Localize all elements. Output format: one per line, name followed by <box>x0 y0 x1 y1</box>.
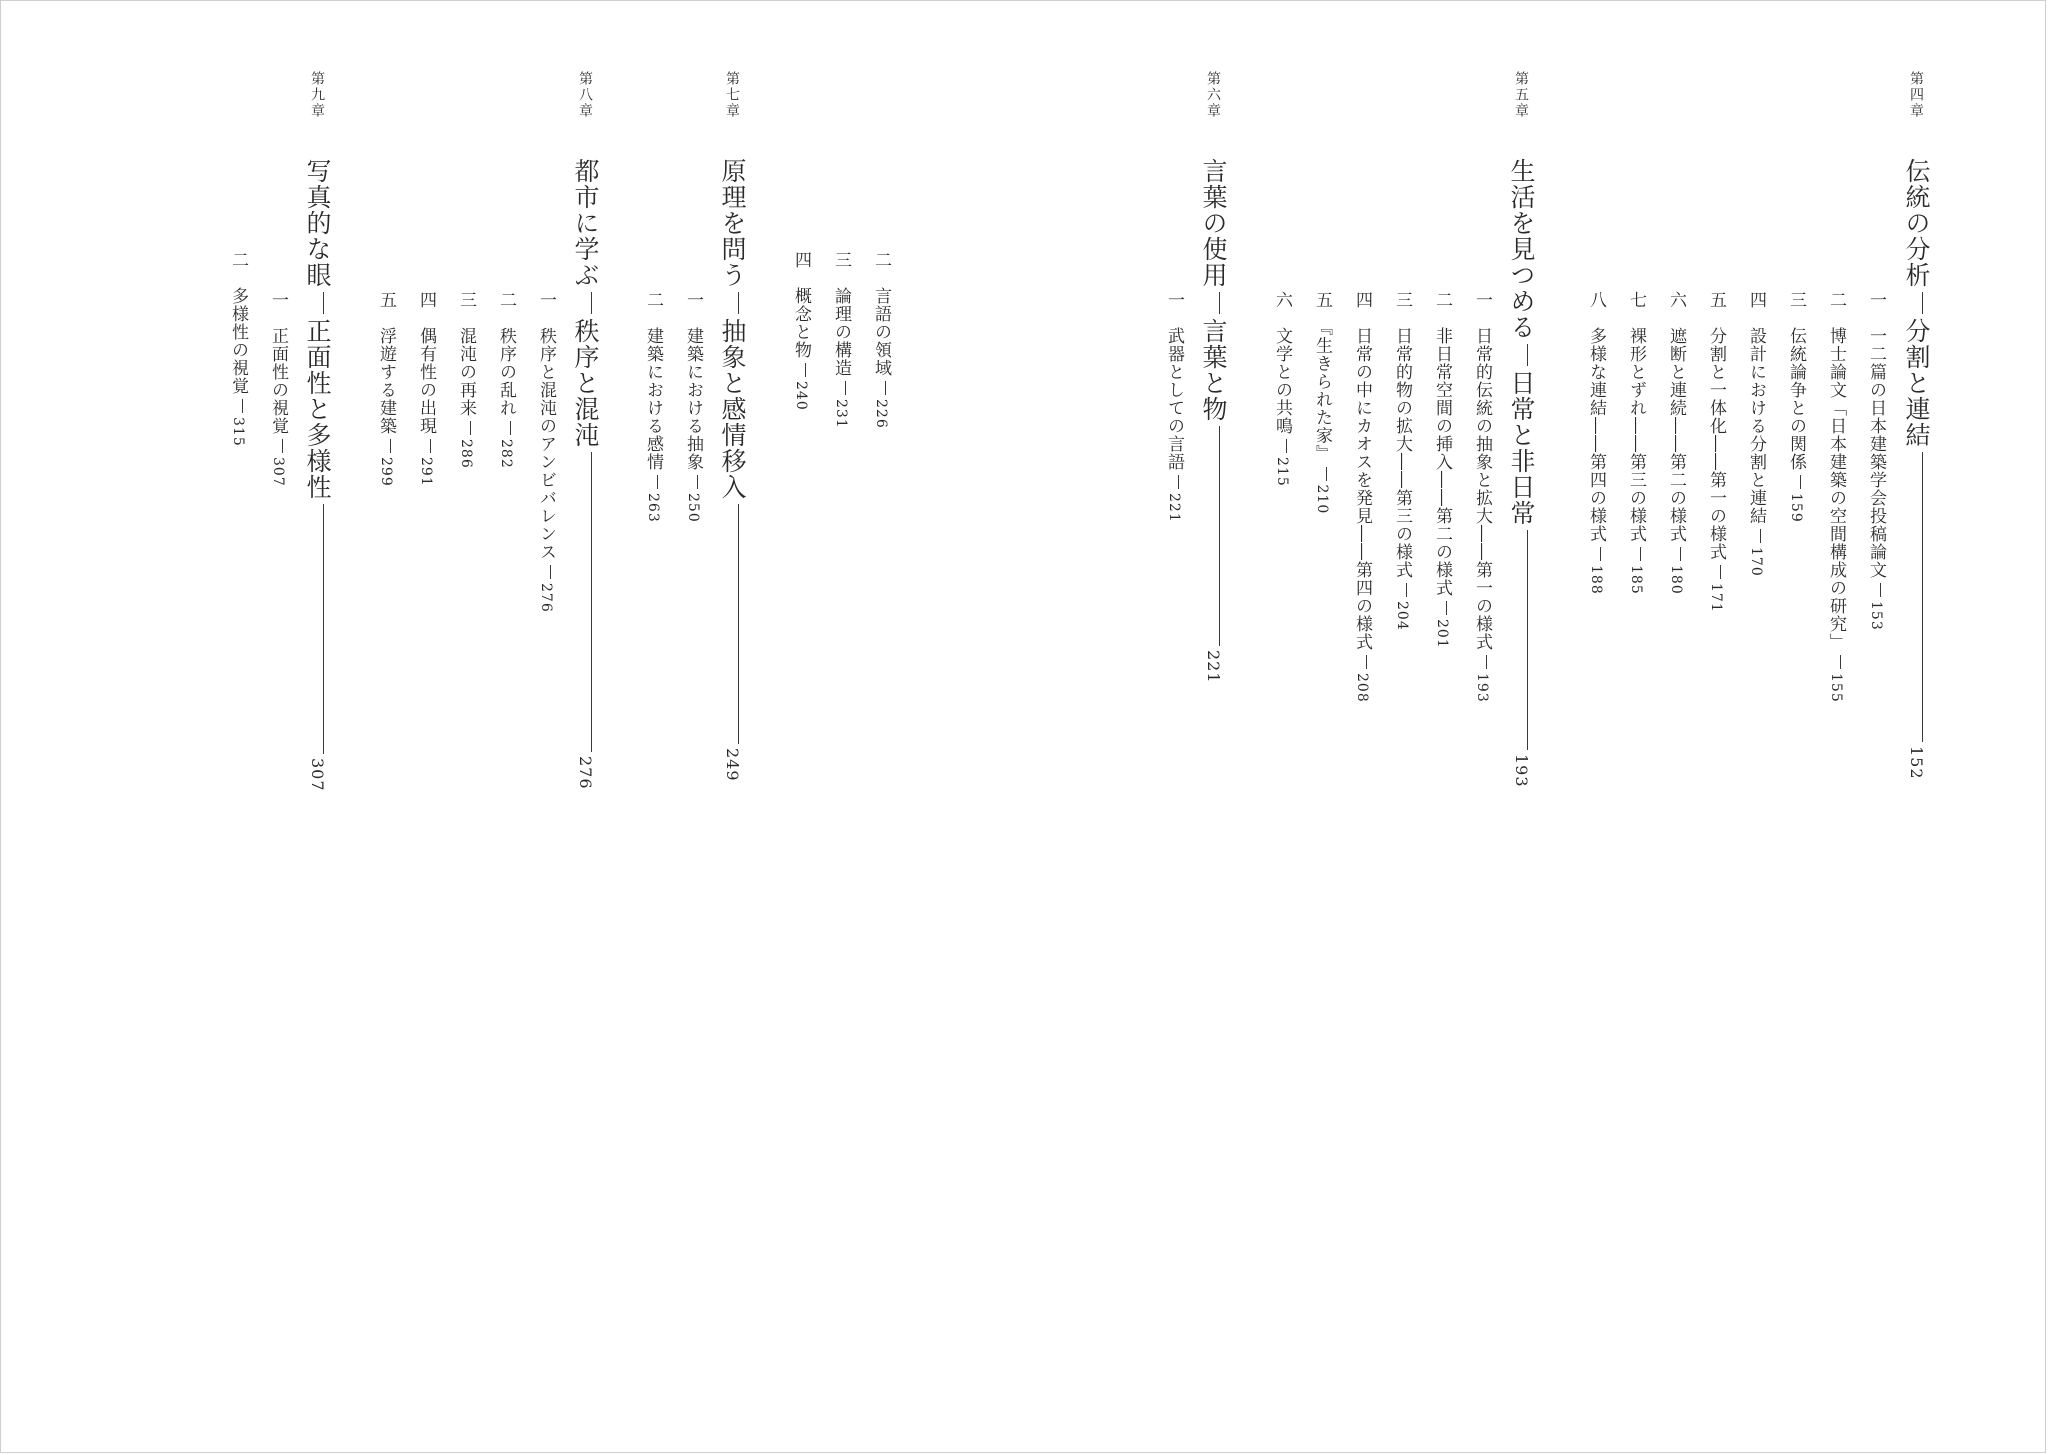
section-number: 四 <box>791 251 811 269</box>
section-title: 正面性の視覚 <box>268 327 288 435</box>
section-entry[interactable] <box>832 251 849 429</box>
section-number: 五 <box>1312 291 1332 309</box>
section-entry[interactable] <box>1393 291 1410 631</box>
section-number: 七 <box>1626 291 1646 309</box>
section-entry[interactable] <box>1313 291 1330 514</box>
section-title: 一二篇の日本建築学会投稿論文 <box>1866 327 1886 579</box>
dash-rule <box>738 292 739 314</box>
section-number: 二 <box>1432 291 1452 309</box>
chapter-title-main: 写真的な眼 <box>303 158 332 288</box>
dash-rule <box>591 292 592 314</box>
section-title: 言語の領域 <box>871 287 891 377</box>
chapter-label: 第五章 <box>1513 71 1529 119</box>
section-entry[interactable] <box>377 291 394 487</box>
leader-rule <box>1219 426 1220 646</box>
chapter-title-sub: 分割と連結 <box>1902 318 1931 448</box>
leader-rule <box>1178 475 1179 489</box>
section-number: 八 <box>1586 291 1606 309</box>
leader-rule <box>591 452 592 752</box>
chapter-page: 307 <box>308 758 327 792</box>
section-page: 215 <box>1274 457 1290 487</box>
section-entry[interactable] <box>872 251 889 429</box>
section-entry[interactable] <box>229 251 246 447</box>
section-number: 四 <box>1352 291 1372 309</box>
leader-rule <box>242 399 243 413</box>
section-number: 二 <box>871 251 891 269</box>
section-entry[interactable] <box>417 291 434 487</box>
section-page: 180 <box>1668 565 1684 595</box>
section-number: 一 <box>536 291 556 309</box>
section-entry[interactable] <box>1747 291 1764 577</box>
section-entry[interactable] <box>684 291 701 523</box>
section-number: 一 <box>1164 291 1184 309</box>
chapter-title-main: 都市に学ぶ <box>571 158 600 288</box>
chapter-label: 第七章 <box>724 71 740 119</box>
section-number: 二 <box>228 251 248 269</box>
section-page: 291 <box>418 457 434 487</box>
section-page: 159 <box>1788 493 1804 523</box>
section-entry[interactable] <box>1667 291 1684 595</box>
section-title: 日常的伝統の抽象と拡大――第一の様式 <box>1472 327 1492 651</box>
section-number: 一 <box>683 291 703 309</box>
section-page: 155 <box>1828 673 1844 703</box>
dash-rule <box>1527 344 1528 366</box>
chapter-title <box>1904 158 1929 780</box>
leader-rule <box>1366 655 1367 669</box>
section-title: 裸形とずれ――第三の様式 <box>1626 327 1646 543</box>
section-entry[interactable] <box>1273 291 1290 487</box>
chapter-title-sub: 正面性と多様性 <box>303 318 332 500</box>
section-page: 276 <box>538 583 554 613</box>
section-title: 武器としての言語 <box>1164 327 1184 471</box>
dash-rule <box>1219 292 1220 314</box>
chapter-label: 第六章 <box>1205 71 1221 119</box>
dash-rule <box>323 292 324 314</box>
chapter-title-main: 言葉の使用 <box>1199 158 1228 288</box>
section-title: 秩序の乱れ <box>496 327 516 417</box>
leader-rule <box>550 565 551 579</box>
section-number: 三 <box>1392 291 1412 309</box>
section-entry[interactable] <box>1627 291 1644 595</box>
leader-rule <box>1286 439 1287 453</box>
section-title: 混沌の再来 <box>456 327 476 417</box>
leader-rule <box>1600 547 1601 561</box>
section-page: 153 <box>1868 601 1884 631</box>
section-number: 一 <box>1472 291 1492 309</box>
leader-rule <box>430 439 431 453</box>
section-entry[interactable] <box>1587 291 1604 595</box>
section-title: 伝統論争との関係 <box>1786 327 1806 471</box>
chapter-label: 第四章 <box>1908 71 1924 119</box>
leader-rule <box>1922 452 1923 742</box>
section-page: 193 <box>1474 673 1490 703</box>
leader-rule <box>1527 530 1528 750</box>
section-title: 『生きられた家』 <box>1312 327 1332 463</box>
section-page: 201 <box>1434 619 1450 649</box>
section-page: 299 <box>378 457 394 487</box>
section-title: 遮断と連続――第二の様式 <box>1666 327 1686 543</box>
section-title: 分割と一体化――第一の様式 <box>1706 327 1726 561</box>
leader-rule <box>738 504 739 744</box>
section-entry[interactable] <box>537 291 554 613</box>
chapter-title <box>720 158 745 782</box>
section-entry[interactable] <box>792 251 809 411</box>
chapter-title <box>1201 158 1226 684</box>
chapter-title <box>1509 158 1534 788</box>
section-page: 286 <box>458 439 474 469</box>
section-number: 五 <box>376 291 396 309</box>
section-number: 三 <box>456 291 476 309</box>
section-title: 非日常空間の挿入――第二の様式 <box>1432 327 1452 597</box>
section-page: 250 <box>685 493 701 523</box>
section-number: 六 <box>1666 291 1686 309</box>
chapter-page: 193 <box>1512 754 1531 788</box>
section-page: 240 <box>793 381 809 411</box>
section-number: 三 <box>1786 291 1806 309</box>
chapter-title-main: 生活を見つめる <box>1507 158 1536 340</box>
section-title: 浮遊する建築 <box>376 327 396 435</box>
section-page: 188 <box>1588 565 1604 595</box>
leader-rule <box>1486 655 1487 669</box>
chapter-page: 152 <box>1907 746 1926 780</box>
chapter-title-main: 伝統の分析 <box>1902 158 1931 288</box>
section-entry[interactable] <box>1867 291 1884 631</box>
section-number: 二 <box>643 291 663 309</box>
section-title: 設計における分割と連結 <box>1746 327 1766 525</box>
section-title: 日常の中にカオスを発見――第四の様式 <box>1352 327 1372 651</box>
section-entry[interactable] <box>1827 291 1844 703</box>
section-page: 307 <box>270 457 286 487</box>
chapter-title <box>305 158 330 792</box>
chapter-page: 221 <box>1204 650 1223 684</box>
section-title: 建築における感情 <box>643 327 663 471</box>
section-page: 208 <box>1354 673 1370 703</box>
chapter-title-sub: 言葉と物 <box>1199 318 1228 422</box>
section-number: 四 <box>416 291 436 309</box>
section-page: 263 <box>645 493 661 523</box>
section-entry[interactable] <box>1433 291 1450 649</box>
leader-rule <box>323 504 324 754</box>
section-page: 185 <box>1628 565 1644 595</box>
leader-rule <box>805 363 806 377</box>
section-page: 170 <box>1748 547 1764 577</box>
section-entry[interactable] <box>497 291 514 469</box>
section-title: 日常的物の拡大――第三の様式 <box>1392 327 1412 579</box>
leader-rule <box>1680 547 1681 561</box>
section-entry[interactable] <box>644 291 661 523</box>
leader-rule <box>1720 565 1721 579</box>
section-title: 秩序と混沌のアンビバレンス <box>536 327 556 561</box>
section-page: 231 <box>833 399 849 429</box>
leader-rule <box>510 421 511 435</box>
leader-rule <box>470 421 471 435</box>
section-page: 282 <box>498 439 514 469</box>
section-entry[interactable] <box>269 291 286 487</box>
chapter-title-sub: 秩序と混沌 <box>571 318 600 448</box>
chapter-title-main: 原理を問う <box>718 158 747 288</box>
section-title: 概念と物 <box>791 287 811 359</box>
section-page: 204 <box>1394 601 1410 631</box>
chapter-title-sub: 日常と非日常 <box>1507 370 1536 526</box>
leader-rule <box>657 475 658 489</box>
section-title: 論理の構造 <box>831 287 851 377</box>
section-page: 226 <box>873 399 889 429</box>
section-page: 210 <box>1314 484 1330 515</box>
section-entry[interactable] <box>1787 291 1804 523</box>
leader-rule <box>697 475 698 489</box>
section-entry[interactable] <box>1353 291 1370 703</box>
section-page: 315 <box>230 417 246 447</box>
section-page: 221 <box>1166 493 1182 523</box>
section-entry[interactable] <box>1707 291 1724 613</box>
chapter-label: 第九章 <box>309 71 325 119</box>
section-page: 171 <box>1708 583 1724 613</box>
section-entry[interactable] <box>457 291 474 469</box>
leader-rule <box>1800 475 1801 489</box>
leader-rule <box>1326 467 1327 481</box>
section-title: 多様な連結――第四の様式 <box>1586 327 1606 543</box>
leader-rule <box>1880 583 1881 597</box>
dash-rule <box>1922 292 1923 314</box>
chapter-title <box>573 158 598 790</box>
section-number: 二 <box>1826 291 1846 309</box>
section-number: 一 <box>1866 291 1886 309</box>
chapter-page: 276 <box>576 756 595 790</box>
leader-rule <box>845 381 846 395</box>
leader-rule <box>1446 601 1447 615</box>
chapter-label: 第八章 <box>577 71 593 119</box>
leader-rule <box>1840 655 1841 669</box>
section-title: 博士論文「日本建築の空間構成の研究」 <box>1826 327 1846 651</box>
section-entry[interactable] <box>1165 291 1182 523</box>
leader-rule <box>1640 547 1641 561</box>
section-number: 二 <box>496 291 516 309</box>
section-number: 三 <box>831 251 851 269</box>
leader-rule <box>885 381 886 395</box>
section-title: 建築における抽象 <box>683 327 703 471</box>
section-number: 五 <box>1706 291 1726 309</box>
section-entry[interactable] <box>1473 291 1490 703</box>
chapter-page: 249 <box>723 748 742 782</box>
leader-rule <box>390 439 391 453</box>
section-title: 偶有性の出現 <box>416 327 436 435</box>
section-number: 四 <box>1746 291 1766 309</box>
leader-rule <box>1406 583 1407 597</box>
section-number: 一 <box>268 291 288 309</box>
leader-rule <box>282 439 283 453</box>
section-title: 多様性の視覚 <box>228 287 248 395</box>
leader-rule <box>1760 529 1761 543</box>
chapter-title-sub: 抽象と感情移入 <box>718 318 747 500</box>
section-title: 文学との共鳴 <box>1272 327 1292 435</box>
section-number: 六 <box>1272 291 1292 309</box>
